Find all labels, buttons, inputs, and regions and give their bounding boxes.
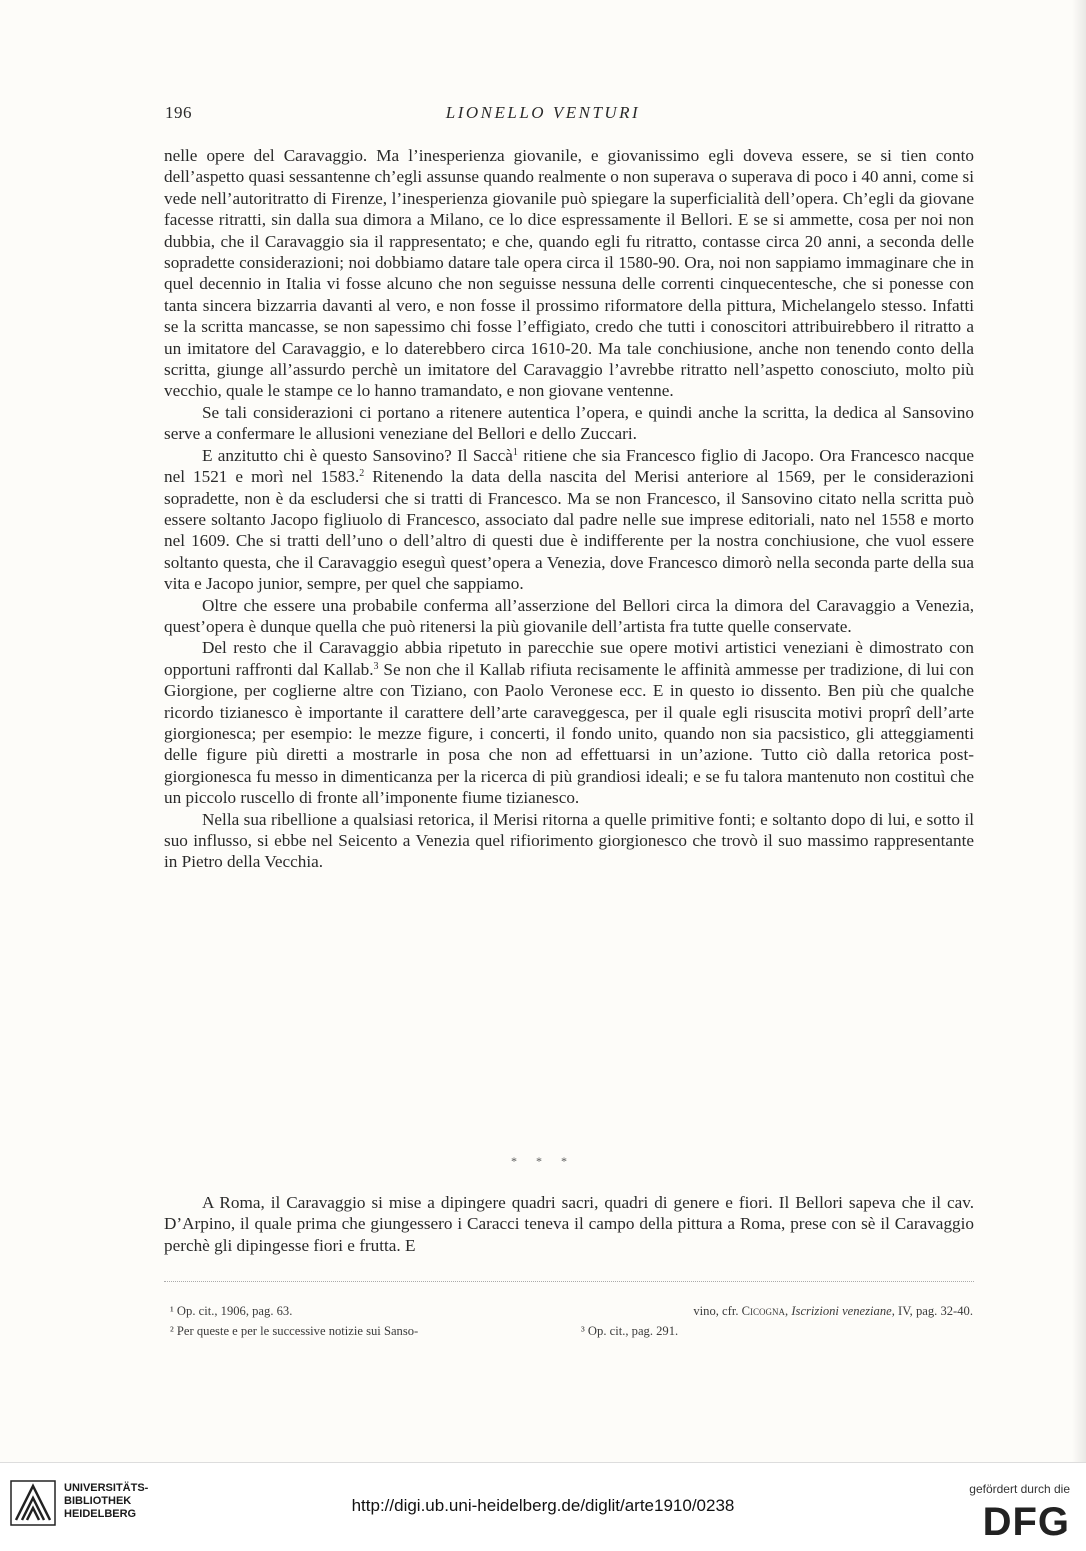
paragraph-5-text-a: Del resto che il Caravaggio abbia ripetuto in parecchie sue opere motivi artistici veneziani è dimostrato con opportuni raffronti dal Kallab. [164, 638, 974, 679]
footnote-2-author: Cicogna [741, 1304, 786, 1318]
footnote-2-continued [553, 1301, 973, 1321]
footnote-ref-2[interactable]: 2 [359, 468, 365, 480]
footnote-2-cont-prefix: vino, cfr. [693, 1304, 742, 1318]
footer-divider [0, 1462, 1086, 1463]
footnote-3: ³ Op. cit., pag. 291. [581, 1324, 679, 1338]
main-text [164, 145, 974, 873]
paragraph-5 [164, 637, 974, 808]
funding-label: gefördert durch die [969, 1482, 1070, 1496]
paragraph-3-text-a: E anzitutto chi è questo Sansovino? Il Saccà [202, 445, 513, 465]
library-name-line-2: BIBLIOTHEK [64, 1495, 132, 1507]
footnote-2-sep: , [785, 1304, 792, 1318]
library-name-line-1: UNIVERSITÄTS- [64, 1482, 149, 1494]
footnote-1: ¹ Op. cit., 1906, pag. 63. [170, 1304, 293, 1318]
footnote-2-title: Iscrizioni veneziane [791, 1304, 892, 1318]
footnote-2: ² Per queste e per le successive notizie sui Sanso- [170, 1324, 419, 1338]
footnote-divider [164, 1281, 974, 1282]
footnote-ref-3[interactable]: 3 [373, 660, 379, 672]
section-separator: * * * [511, 1154, 575, 1168]
footnote-ref-1[interactable]: 1 [512, 446, 518, 458]
paragraph-2: Se tali considerazioni ci portano a ritenere autentica l’opera, e quindi anche la scritta, la dedica al Sansovino serve a confermare le allusioni veneziane del Bellori e dello Zuccari. [164, 402, 974, 444]
paragraph-3-text-c: Ritenendo la data della nascita del Merisi anteriore al 1569, per le considerazioni sopradette, non è da escludersi che si tratti di Francesco. Ma se non Francesco, il Sansovino citato nella scritta può essere soltanto Jacopo figliuolo di Francesco, associato dal padre nelle sue imprese editoriali, nato nel 1558 e morto nel 1609. Che si tratti dell’uno o dell’altro di questi due è indifferente per la nostra conchiusione, che vuol essere soltanto questa, che il Caravaggio eseguì quest’opera a Venezia, dove Francesco dimorò nella seconda parte della sua vita e Jacopo junior, sempre, per quel che sappiamo. [164, 467, 974, 594]
dfg-logo: DFG [982, 1500, 1070, 1544]
library-name-line-3: HEIDELBERG [64, 1508, 137, 1520]
page-number: 196 [165, 103, 192, 122]
footnote-2-cont-suffix: , IV, pag. 32-40. [891, 1304, 973, 1318]
paragraph-3 [164, 445, 974, 595]
paragraph-4: Oltre che essere una probabile conferma all’asserzione del Bellori circa la dimora del Caravaggio a Venezia, quest’opera è dunque quella che può ritenersi la più giovanile dell’artista fra tutte quelle conservate. [164, 595, 974, 636]
section-text [164, 1192, 974, 1256]
source-url-link[interactable]: http://digi.ub.uni-heidelberg.de/diglit/arte1910/0238 [351, 1496, 735, 1515]
paragraph-5-text-b: Se non che il Kallab rifiuta recisamente le affinità ammesse per tradizione, di lui con Giorgione, per coglierne altre con Tiziano, con Paolo Veronese ecc. E in questo io dissento. Ben più che qualche ricordo tizianesco è importante il carattere dell’arte caraveggesca, per il quale egli risuscita motivi proprî dell’arte giorgionesca; per esempio: le mezze figure, i concerti, il fondo unito, quando non sia pacsistico, gli atteggiamenti delle figure più diretti a mostrarle in posa che non ad effettuarsi in un’azione. Tutto ciò dalla retorica post-giorgionesca fu messo in dimenticanza per la ricerca di più grandiosi ideali; e se fu talora mantenuto non costituì che un piccolo ruscello di fronte all’imponente fiume tizianesco. [164, 659, 974, 808]
footnotes-right-column [553, 1301, 973, 1341]
paragraph-1: nelle opere del Caravaggio. Ma l’inesperienza giovanile, e giovanissimo egli doveva essere, se si tien conto dell’aspetto quasi sessantenne ch’egli assunse quando realmente o non superava o superava di poco i 40 anni, come si vede nell’autoritratto di Firenze, l’inesperienza giovanile può spiegare la superficialità dell’opera. Ch’egli da giovane facesse ritratti, sin dalla sua dimora a Milano, ce lo dice espressamente il Bellori. E se si ammette, cosa per noi non dubbia, che il Caravaggio sia il rappresentato; e che, quando egli fu ritratto, contasse circa 20 anni, a seconda delle sopradette considerazioni; noi dobbiamo datare tale opera circa il 1580-90. Ora, noi non sappiamo immaginare che in quel decennio in Italia vi fosse alcuno che non seguisse nessuna delle correnti cinquecentesche, che si ponesse con tanta sincera bizzarria davanti al vero, e non fosse il prossimo riformatore della pittura, Michelangelo stesso. Infatti se la scritta mancasse, se non sapessimo chi fosse l’effigiato, credo che tutti i conoscitori attribuirebbero il ritratto a un imitatore del Caravaggio, e lo daterebbero circa 1610-20. Ma tale conchiusione, anche non tenendo conto della scritta, giunge all’assurdo perchè un imitatore del Caravaggio l’avrebbe ritratto nell’aspetto conosciuto, molto più vecchio, quale le stampe ce lo hanno tramandato, e non giovane ventenne. [164, 146, 974, 401]
paragraph-7: A Roma, il Caravaggio si mise a dipingere quadri sacri, quadri di genere e fiori. Il Bellori sapeva che il cav. D’Arpino, il quale prima che giungessero i Caracci teneva il campo della pittura a Roma, prese con sè il Caravaggio perchè gli dipingesse fiori e frutta. E [164, 1193, 974, 1255]
page-edge-shadow [1072, 0, 1086, 1551]
running-head: LIONELLO VENTURI [445, 103, 641, 122]
footnotes-left-column [170, 1301, 570, 1341]
paragraph-6: Nella sua ribellione a qualsiasi retorica, il Merisi ritorna a quelle primitive fonti; e soltanto dopo di lui, e sotto il suo influsso, si ebbe nel Seicento a Venezia quel rifiorimento giorgionesco che trovò il suo massimo rappresentante in Pietro della Vecchia. [164, 809, 974, 872]
paragraph-3-text-b: ritiene che sia Francesco figlio di Jacopo. Ora Francesco nacque nel 1521 e morì nel 1583. [164, 445, 974, 487]
